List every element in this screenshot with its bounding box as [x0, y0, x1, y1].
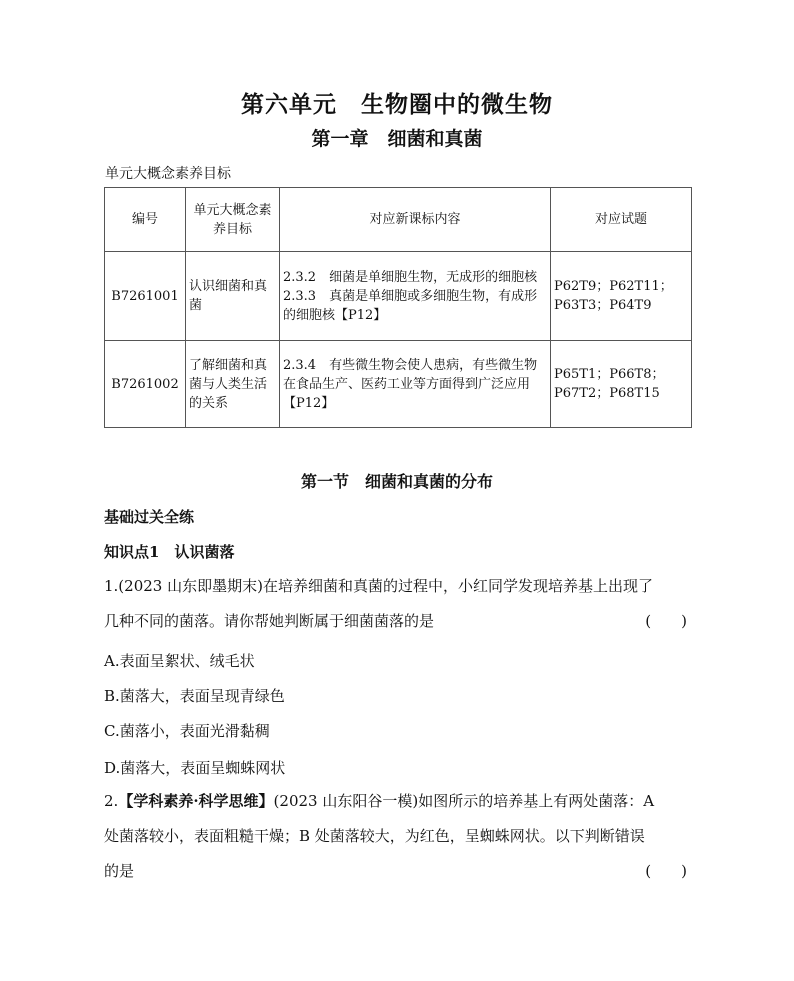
header-content: 对应新课标内容	[280, 188, 551, 252]
items-line: P62T9；P62T11；	[554, 279, 673, 294]
row-items	[551, 341, 692, 428]
question-2-line: 的是	[104, 862, 135, 880]
row-goal: 认识细菌和真菌	[186, 252, 280, 341]
table-header-row	[105, 188, 692, 252]
chapter-title: 第一章 细菌和真菌	[311, 128, 483, 150]
knowledge-point-heading: 知识点1 认识菌落	[104, 543, 235, 561]
content-line: 2.3.2 细菌是单细胞生物，无成形的细胞核	[283, 269, 538, 285]
header-items: 对应试题	[551, 188, 692, 252]
items-line: P67T2；P68T15	[554, 386, 660, 401]
row-code: B7261001	[105, 252, 186, 341]
unit-title: 第六单元 生物圈中的微生物	[241, 91, 553, 118]
row-goal: 了解细菌和真菌与人类生活的关系	[186, 341, 280, 428]
question-2-number: 2.	[104, 792, 119, 810]
objectives-table	[104, 187, 692, 428]
row-code: B7261002	[105, 341, 186, 428]
objectives-intro: 单元大概念素养目标	[105, 166, 231, 182]
question-2-line: (2023 山东阳谷一模)如图所示的培养基上有两处菌落：A	[273, 792, 655, 810]
items-line: P63T3；P64T9	[554, 298, 652, 313]
question-2	[104, 784, 694, 889]
table-row	[105, 341, 692, 428]
table-row	[105, 252, 692, 341]
practice-heading: 基础过关全练	[104, 508, 195, 526]
content-line: 2.3.4 有些微生物会使人患病，有些微生物在食品生产、医药工业等方面得到广泛应用【P12】	[283, 357, 538, 411]
header-goal: 单元大概念素养目标	[186, 188, 280, 252]
row-content	[280, 341, 551, 428]
option-d: D.菌落大，表面呈蜘蛛网状	[104, 759, 286, 777]
header-code: 编号	[105, 188, 186, 252]
question-1-line: 1.(2023 山东即墨期末)在培养细菌和真菌的过程中，小红同学发现培养基上出现了	[104, 577, 653, 595]
question-1	[104, 569, 694, 639]
option-a: A.表面呈絮状、绒毛状	[104, 652, 255, 670]
content-line: 2.3.3 真菌是单细胞或多细胞生物，有成形的细胞核【P12】	[283, 288, 538, 323]
answer-bracket: ( )	[645, 862, 687, 880]
section-title: 第一节 细菌和真菌的分布	[300, 472, 493, 491]
question-2-line: 处菌落较小，表面粗糙干燥；B 处菌落较大，为红色，呈蜘蛛网状。以下判断错误	[104, 827, 645, 845]
question-2-tag: 【学科素养·科学思维】	[118, 792, 274, 810]
answer-bracket: ( )	[645, 612, 687, 630]
items-line: P65T1；P66T8；	[554, 367, 665, 382]
question-1-line: 几种不同的菌落。请你帮她判断属于细菌菌落的是	[104, 612, 435, 630]
row-content	[280, 252, 551, 341]
option-c: C.菌落小，表面光滑黏稠	[104, 722, 270, 740]
option-b: B.菌落大，表面呈现青绿色	[104, 687, 285, 705]
row-items	[551, 252, 692, 341]
